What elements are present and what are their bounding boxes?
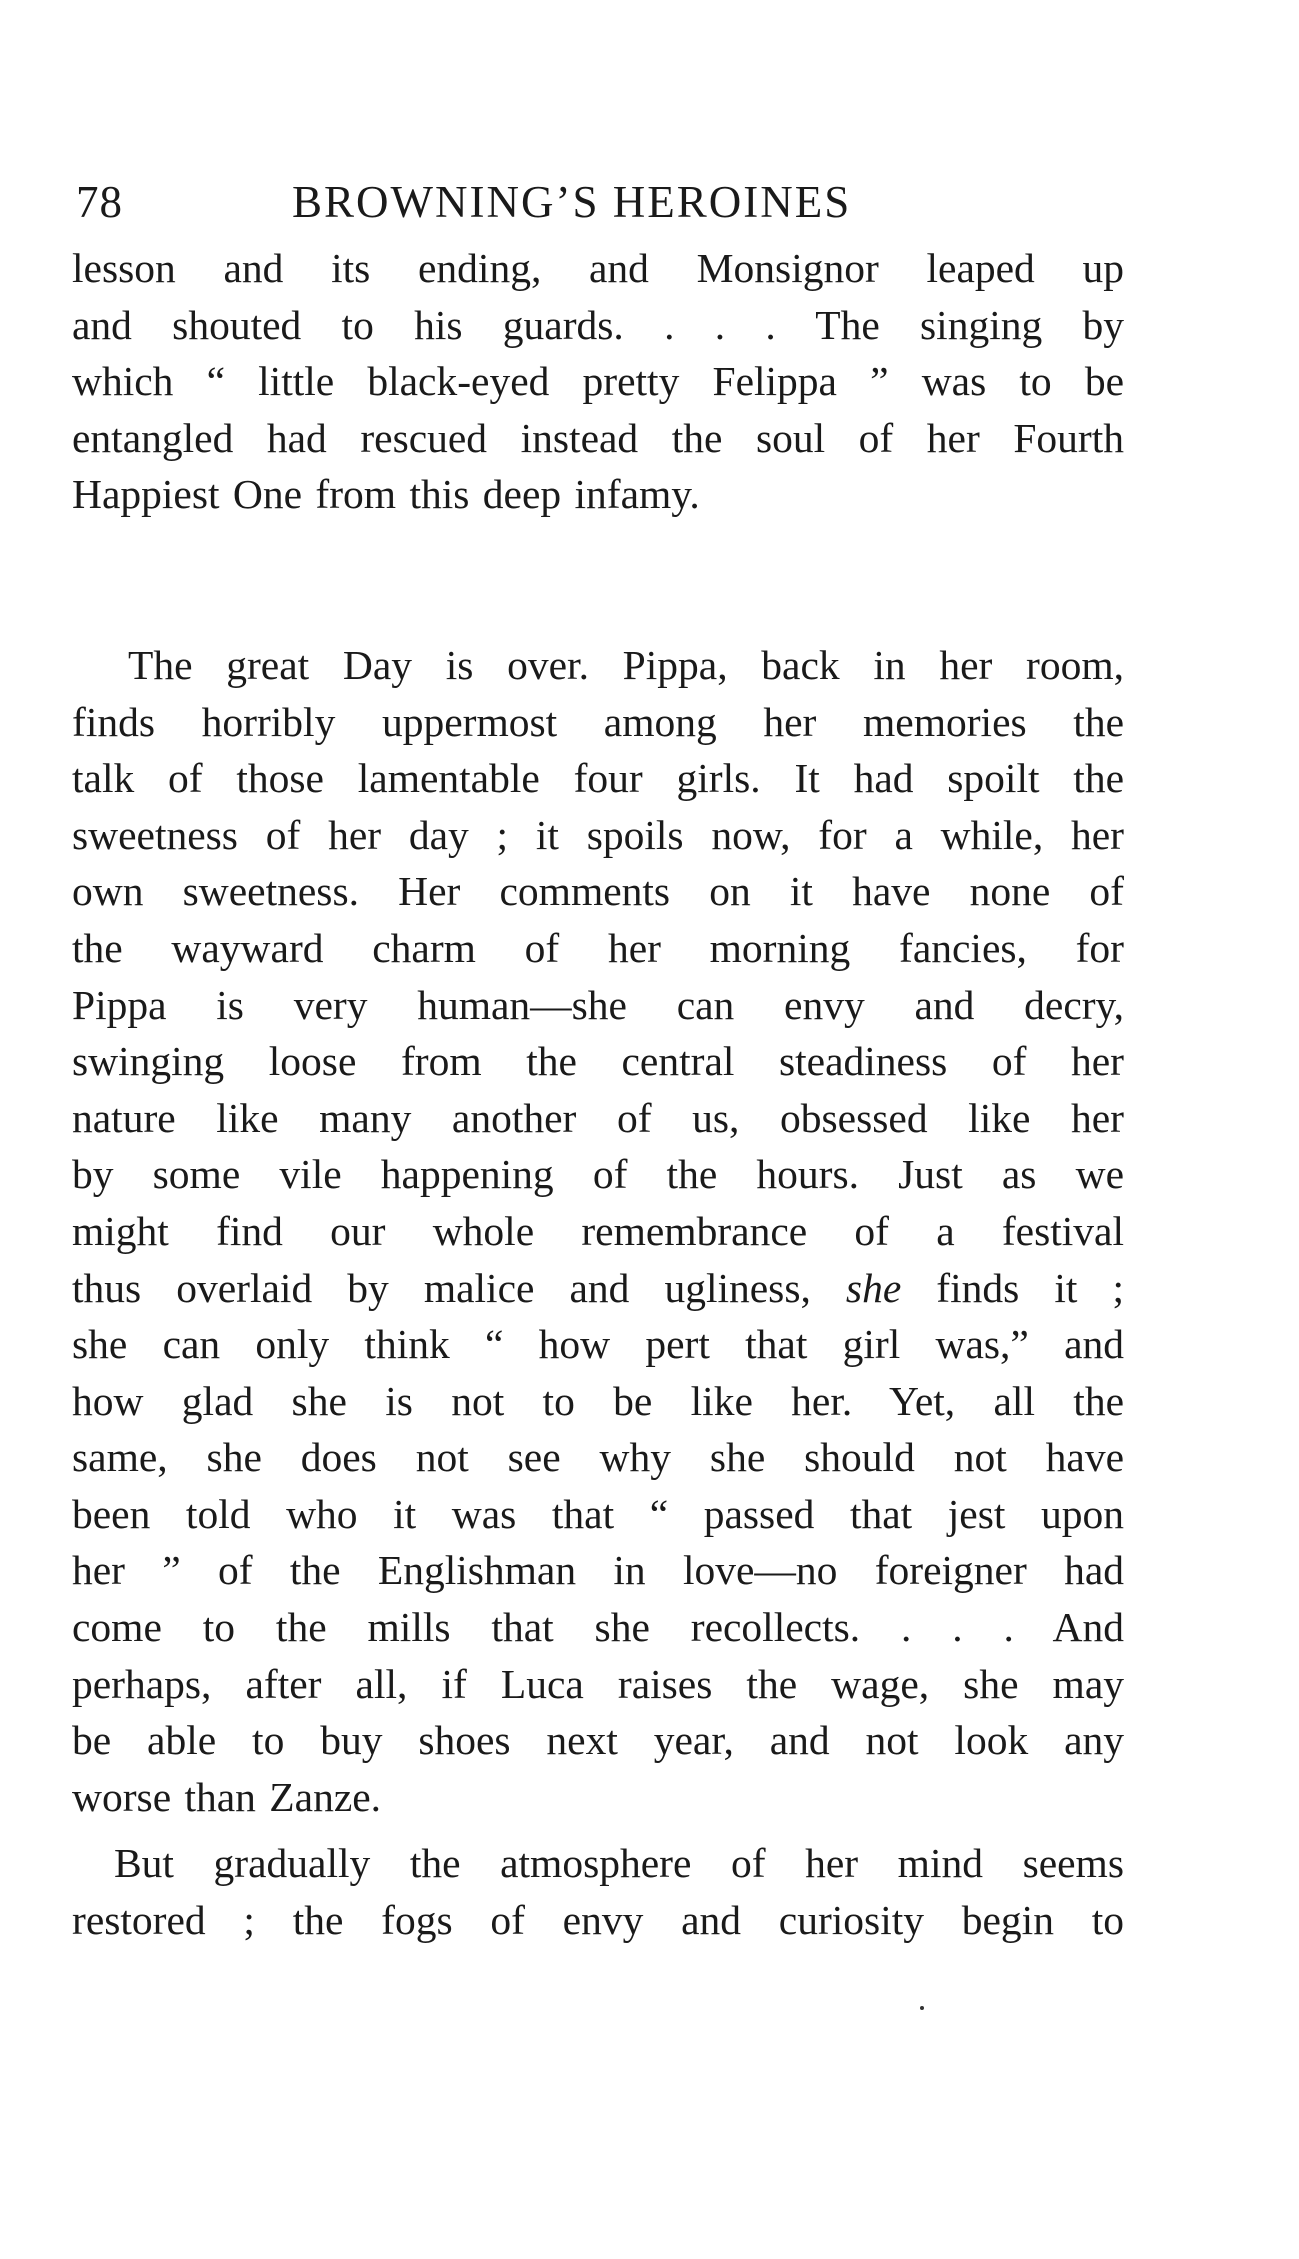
text-segment: thus overlaid by malice and ugliness, <box>72 1264 846 1311</box>
text-line: Pippa is very human—she can envy and decry, <box>72 981 1124 1028</box>
text-line: own sweetness. Her comments on it have none of <box>72 868 1124 915</box>
text-line: sweetness of her day ; it spoils now, for a while, her <box>72 811 1124 858</box>
paragraph-3 <box>72 1835 1124 1948</box>
text-line: restored ; the fogs of envy and curiosity begin to <box>72 1897 1124 1944</box>
page-number: 78 <box>76 177 123 227</box>
text-line: perhaps, after all, if Luca raises the wage, she may <box>72 1660 1124 1707</box>
text-line: how glad she is not to be like her. Yet, all the <box>72 1377 1124 1424</box>
text-line-with-italic <box>72 1260 1124 1317</box>
text-line: by some vile happening of the hours. Just as we <box>72 1151 1124 1198</box>
text-line: The great Day is over. Pippa, back in her room, <box>128 641 1124 688</box>
text-line: talk of those lamentable four girls. It had spoilt the <box>72 755 1124 802</box>
text-line: entangled had rescued instead the soul of her Fourth <box>72 414 1124 461</box>
running-head <box>72 170 1124 240</box>
text-line: lesson and its ending, and Monsignor leaped up <box>72 245 1124 291</box>
text-line: finds horribly uppermost among her memories the <box>72 698 1124 745</box>
paragraph-1 <box>72 240 1124 523</box>
text-line: and shouted to his guards. . . . The singing by <box>72 301 1124 348</box>
text-line: come to the mills that she recollects. . . . And <box>72 1604 1124 1651</box>
text-line: swinging loose from the central steadiness of her <box>72 1038 1124 1085</box>
running-title: BROWNING’S HEROINES <box>292 177 852 227</box>
text-line: Happiest One from this deep infamy. <box>72 471 700 518</box>
book-page <box>72 170 1124 1949</box>
text-line: her ” of the Englishman in love—no foreigner had <box>72 1547 1124 1594</box>
text-line: she can only think “ how pert that girl was,” and <box>72 1321 1124 1368</box>
text-line: which “ little black-eyed pretty Felippa ” was to be <box>72 358 1124 405</box>
paragraph-2 <box>72 637 1124 1825</box>
text-segment: finds it ; <box>901 1264 1125 1311</box>
italic-word: she <box>845 1264 902 1311</box>
text-line: worse than Zanze. <box>72 1773 382 1820</box>
text-line: be able to buy shoes next year, and not look any <box>72 1717 1124 1764</box>
paper-speck <box>920 2006 924 2010</box>
text-line: same, she does not see why she should not have <box>72 1434 1124 1481</box>
text-line: been told who it was that “ passed that jest upon <box>72 1490 1124 1537</box>
text-line: the wayward charm of her morning fancies, for <box>72 924 1124 971</box>
text-line: might find our whole remembrance of a festival <box>72 1207 1124 1254</box>
text-line: nature like many another of us, obsessed like her <box>72 1094 1124 1141</box>
text-line: But gradually the atmosphere of her mind seems <box>114 1840 1124 1887</box>
